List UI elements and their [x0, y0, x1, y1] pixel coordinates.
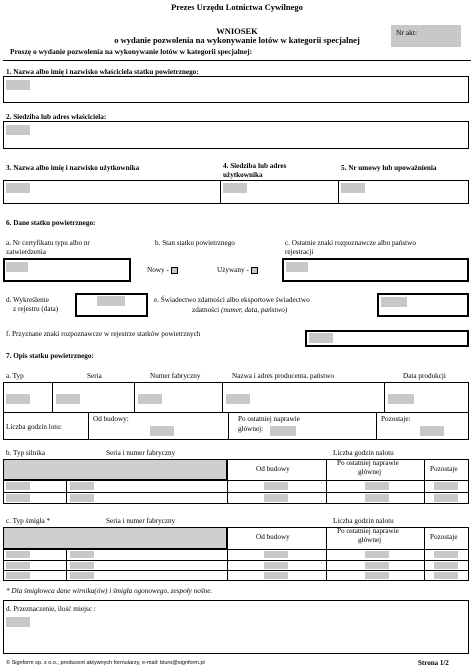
- authority-name: Prezes Urzędu Lotnictwa Cywilnego: [171, 2, 303, 12]
- after-repair-input[interactable]: [270, 426, 296, 436]
- user-address-input[interactable]: [223, 183, 247, 193]
- registry-marks-input[interactable]: [309, 333, 333, 343]
- manufacturer-input[interactable]: [226, 394, 250, 404]
- state-used-label: Używany -: [217, 266, 249, 274]
- col-series: Seria: [87, 372, 102, 380]
- aircraft-data-label: 6. Dane statku powietrznego:: [6, 219, 96, 227]
- divider: [3, 570, 469, 571]
- divider: [424, 527, 425, 581]
- propeller-col-repair-2: głównej: [358, 536, 382, 544]
- divider: [228, 412, 229, 440]
- divider: [384, 382, 385, 412]
- type-certificate-label-2: zatwierdzenia: [6, 248, 46, 256]
- divider: [3, 560, 469, 561]
- col-manufacturer: Nazwa i adres producenta, państwo: [232, 372, 334, 380]
- propeller-hours-label: Liczba godzin nalotu: [333, 517, 394, 525]
- since-built-input[interactable]: [150, 426, 174, 436]
- propeller-row2-remaining[interactable]: [434, 562, 458, 569]
- state-used-checkbox[interactable]: [251, 267, 258, 274]
- remaining-label: Pozostaje:: [381, 415, 411, 423]
- last-marks-input[interactable]: [286, 262, 308, 272]
- divider: [222, 382, 223, 412]
- engine-col-since: Od budowy: [256, 465, 290, 473]
- state-new-label: Nowy -: [147, 266, 169, 274]
- propeller-row1-since[interactable]: [264, 551, 288, 558]
- purpose-input[interactable]: [6, 617, 30, 627]
- flight-hours-label: Liczba godzin lotu:: [6, 423, 62, 431]
- propeller-row3-since[interactable]: [264, 572, 288, 579]
- contract-number-label: 5. Nr umowy lub upoważnienia: [341, 164, 437, 172]
- engine-col-repair-2: głównej: [358, 468, 382, 476]
- col-type: a. Typ: [6, 372, 24, 380]
- engine-row2-repair[interactable]: [365, 494, 389, 502]
- engine-col-repair-1: Po ostatniej naprawie: [337, 459, 399, 467]
- propeller-header-shade: [3, 527, 227, 549]
- aircraft-description-label: 7. Opis statku powietrznego:: [6, 352, 94, 360]
- file-number-field[interactable]: [391, 25, 461, 47]
- registry-marks-label: f. Przyznane znaki rozpoznawcze w rejestrze statków powietrznych: [6, 330, 201, 338]
- type-certificate-label-1: a. Nr certyfikatu typu albo nr: [6, 239, 90, 247]
- col-serial-number: Numer fabryczny: [150, 372, 201, 380]
- series-input[interactable]: [56, 394, 80, 404]
- propeller-row3-repair[interactable]: [365, 572, 389, 579]
- airworthiness-hint: (numer, data, państwo): [220, 306, 288, 314]
- propeller-row1-serial[interactable]: [70, 551, 94, 558]
- file-number-label: Nr akt:: [396, 28, 418, 37]
- divider: [134, 382, 135, 412]
- propeller-row3-type[interactable]: [6, 572, 30, 579]
- state-new-checkbox[interactable]: [171, 267, 178, 274]
- owner-address-input[interactable]: [6, 125, 30, 135]
- type-input[interactable]: [6, 394, 30, 404]
- divider: [3, 60, 471, 61]
- propeller-col-remaining: Pozostaje: [430, 533, 458, 541]
- owner-name-field[interactable]: [3, 76, 469, 103]
- owner-name-label: 1. Nazwa albo imię i nazwisko właściciela statku powietrznego:: [6, 68, 199, 76]
- propeller-col-repair-1: Po ostatniej naprawie: [337, 527, 399, 535]
- divider: [376, 412, 377, 440]
- aircraft-state-label: b. Stan statku powietrznego: [155, 239, 235, 247]
- engine-hours-label: Liczba godzin nalotu: [333, 449, 394, 457]
- propeller-row2-since[interactable]: [264, 562, 288, 569]
- engine-row1-since[interactable]: [264, 482, 288, 490]
- engine-col-remaining: Pozostaje: [430, 465, 458, 473]
- engine-type-label: b. Typ silnika: [6, 449, 46, 457]
- engine-row2-remaining[interactable]: [434, 494, 458, 502]
- form-title: WNIOSEK: [216, 26, 258, 36]
- divider: [326, 527, 327, 581]
- propeller-row1-type[interactable]: [6, 551, 30, 558]
- type-certificate-input[interactable]: [6, 262, 28, 272]
- engine-row1-type[interactable]: [6, 482, 30, 490]
- user-name-input[interactable]: [6, 183, 30, 193]
- propeller-row3-remaining[interactable]: [434, 572, 458, 579]
- engine-row1-serial[interactable]: [70, 482, 94, 490]
- col-production-date: Data produkcji: [403, 372, 446, 380]
- contract-number-input[interactable]: [341, 183, 365, 193]
- after-repair-label-2: głównej:: [238, 425, 264, 433]
- purpose-field[interactable]: [3, 600, 469, 654]
- production-date-input[interactable]: [388, 394, 414, 404]
- since-built-label: Od budowy:: [93, 415, 129, 423]
- engine-header-shade: [3, 459, 227, 480]
- aircraft-description-table: [3, 382, 469, 440]
- divider: [3, 492, 469, 493]
- divider: [424, 459, 425, 504]
- propeller-row3-serial[interactable]: [70, 572, 94, 579]
- divider: [52, 382, 53, 412]
- form-subtitle: o wydanie pozwolenia na wykonywanie lotów w kategorii specjalnej: [114, 35, 360, 45]
- user-name-label: 3. Nazwa albo imię i nazwisko użytkownika: [6, 164, 140, 172]
- publisher-footer: © Signform sp. z o.o., producent aktywnych formularzy, e-mail: biuro@signform.pl: [6, 660, 205, 666]
- divider: [66, 480, 67, 504]
- owner-address-label: 2. Siedziba lub adres właściciela:: [6, 113, 107, 121]
- divider: [3, 412, 469, 413]
- airworthiness-label-word: zdatności: [192, 306, 220, 314]
- divider: [227, 527, 228, 581]
- divider: [3, 549, 469, 550]
- owner-address-field[interactable]: [3, 121, 469, 149]
- page-number: Strona 1/2: [418, 659, 449, 667]
- state-new-option[interactable]: [147, 266, 178, 274]
- engine-row2-type[interactable]: [6, 494, 30, 502]
- propeller-row2-repair[interactable]: [365, 562, 389, 569]
- propeller-type-label: c. Typ śmigła *: [6, 517, 51, 525]
- deregistration-input[interactable]: [97, 296, 125, 306]
- engine-row1-remaining[interactable]: [434, 482, 458, 490]
- state-used-option[interactable]: [217, 266, 258, 274]
- last-marks-field[interactable]: [282, 258, 469, 282]
- deregistration-label-2: z rejestru (data): [13, 305, 59, 313]
- remaining-input[interactable]: [420, 426, 444, 436]
- divider: [326, 459, 327, 504]
- last-marks-label-2: rejestracji: [285, 248, 314, 256]
- divider: [88, 412, 89, 440]
- airworthiness-label-1: e. Świadectwo zdatności albo eksportowe świadectwo: [154, 296, 310, 304]
- engine-serial-label: Seria i numer fabryczny: [106, 449, 176, 457]
- divider: [3, 480, 469, 481]
- user-address-label-2: użytkownika: [223, 171, 263, 179]
- engine-row2-since[interactable]: [264, 494, 288, 502]
- divider: [227, 459, 228, 504]
- after-repair-label-1: Po ostatniej naprawie: [238, 415, 300, 423]
- last-marks-label-1: c. Ostatnie znaki rozpoznawcze albo państwo: [285, 239, 416, 247]
- propeller-footnote: * Dla śmigłowca dane wirnika(ów) i śmigła ogonowego, zespoły nośne.: [6, 587, 213, 595]
- divider: [338, 180, 339, 204]
- airworthiness-input[interactable]: [381, 297, 407, 307]
- divider: [66, 549, 67, 581]
- propeller-row1-remaining[interactable]: [434, 551, 458, 558]
- owner-name-input[interactable]: [6, 80, 30, 90]
- divider: [220, 180, 221, 204]
- propeller-col-since: Od budowy: [256, 533, 290, 541]
- propeller-serial-label: Seria i numer fabryczny: [106, 517, 176, 525]
- request-line: Proszę o wydanie pozwolenia na wykonywanie lotów w kategorii specjalnej:: [10, 47, 253, 56]
- deregistration-label-1: d. Wykreślenie: [6, 296, 49, 304]
- propeller-row2-serial[interactable]: [70, 562, 94, 569]
- propeller-row2-type[interactable]: [6, 562, 30, 569]
- serial-number-input[interactable]: [138, 394, 162, 404]
- user-address-label-1: 4. Siedziba lub adres: [223, 162, 287, 170]
- purpose-label: d. Przeznaczenie, ilość miejsc :: [6, 605, 96, 613]
- engine-row1-repair[interactable]: [365, 482, 389, 490]
- propeller-row1-repair[interactable]: [365, 551, 389, 558]
- airworthiness-label-2: [192, 306, 287, 314]
- engine-row2-serial[interactable]: [70, 494, 94, 502]
